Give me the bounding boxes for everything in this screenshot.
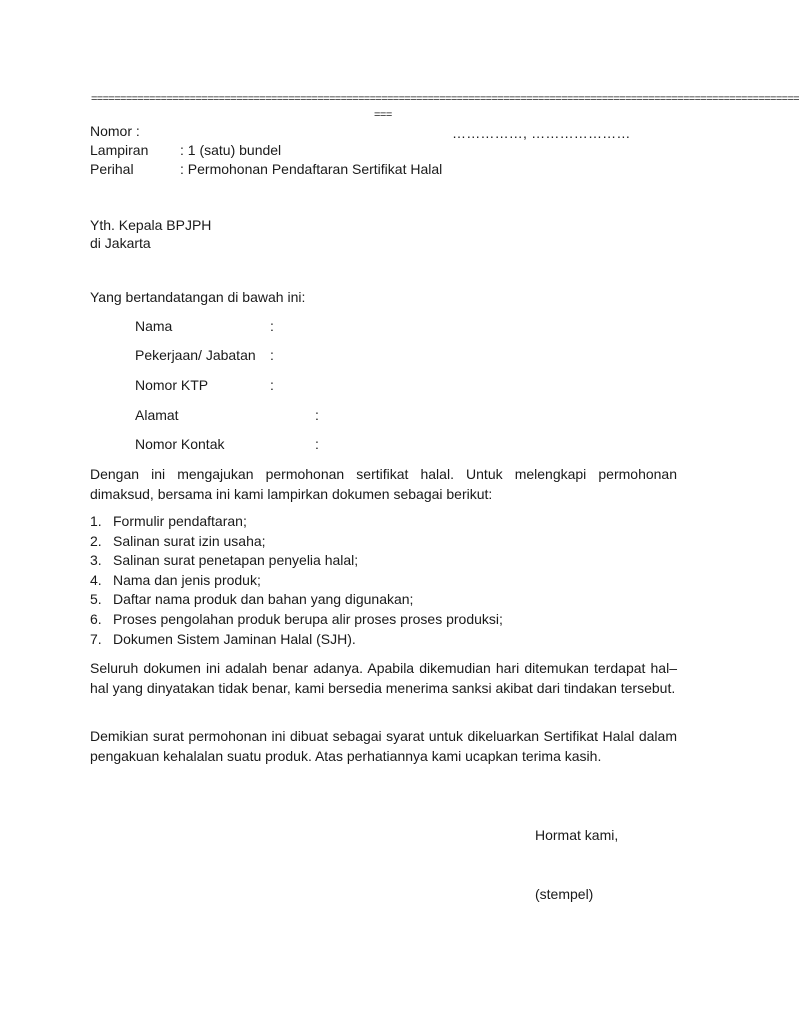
list-item: 1. Formulir pendaftaran; [90, 513, 247, 529]
field-colon-alamat: : [315, 407, 319, 423]
field-label-nama: Nama [135, 318, 173, 334]
separator-line: ========================================================================================================================== [91, 93, 799, 105]
closing-salutation: Hormat kami, [535, 827, 619, 843]
list-item: 2. Salinan surat izin usaha; [90, 532, 266, 549]
lampiran-value: : 1 (satu) bundel [180, 142, 282, 158]
field-label-ktp: Nomor KTP [135, 377, 209, 393]
field-label-kontak: Nomor Kontak [135, 436, 225, 452]
list-item: 7. Dokumen Sistem Jaminan Halal (SJH). [90, 630, 356, 647]
perihal-value: : Permohonan Pendaftaran Sertifikat Halal [180, 161, 443, 177]
recipient-line-1: Yth. Kepala BPJPH [90, 217, 212, 233]
field-colon-pekerjaan: : [270, 347, 274, 363]
list-item: 4. Nama dan jenis produk; [90, 571, 261, 588]
field-label-pekerjaan: Pekerjaan/ Jabatan [135, 347, 256, 363]
recipient-line-2: di Jakarta [90, 235, 151, 251]
document-list [90, 512, 503, 649]
list-item: 6. Proses pengolahan produk berupa alir proses proses produksi; [90, 610, 503, 627]
field-label-alamat: Alamat [135, 407, 179, 423]
separator-line-tail: === [374, 109, 392, 121]
place-date-placeholder: ……………, ………………… [452, 125, 631, 141]
intro-text: Yang bertandatangan di bawah ini: [90, 289, 306, 305]
paragraph-declaration: Seluruh dokumen ini adalah benar adanya. Apabila dikemudian hari ditemukan terdapat hal–hal yang dinyatakan tidak benar, kami bersedia menerima sanksi akibat dari tindakan tersebut. [90, 660, 677, 696]
field-colon-ktp: : [270, 377, 274, 393]
lampiran-label: Lampiran [90, 142, 149, 158]
stamp-placeholder: (stempel) [535, 886, 594, 902]
perihal-label: Perihal [90, 161, 134, 177]
list-item: 3. Salinan surat penetapan penyelia halal; [90, 552, 359, 569]
paragraph-closing: Demikian surat permohonan ini dibuat sebagai syarat untuk dikeluarkan Sertifikat Halal dalam pengakuan kehalalan suatu produk. Atas perhatiannya kami ucapkan terima kasih. [90, 728, 677, 764]
paragraph-request: Dengan ini mengajukan permohonan sertifikat halal. Untuk melengkapi permohonan dimaksud, bersama ini kami lampirkan dokumen sebagai berikut: [90, 466, 677, 502]
nomor-label: Nomor : [90, 123, 140, 139]
field-colon-kontak: : [315, 436, 319, 452]
list-item: 5. Daftar nama produk dan bahan yang digunakan; [90, 591, 414, 608]
field-colon-nama: : [270, 318, 274, 334]
